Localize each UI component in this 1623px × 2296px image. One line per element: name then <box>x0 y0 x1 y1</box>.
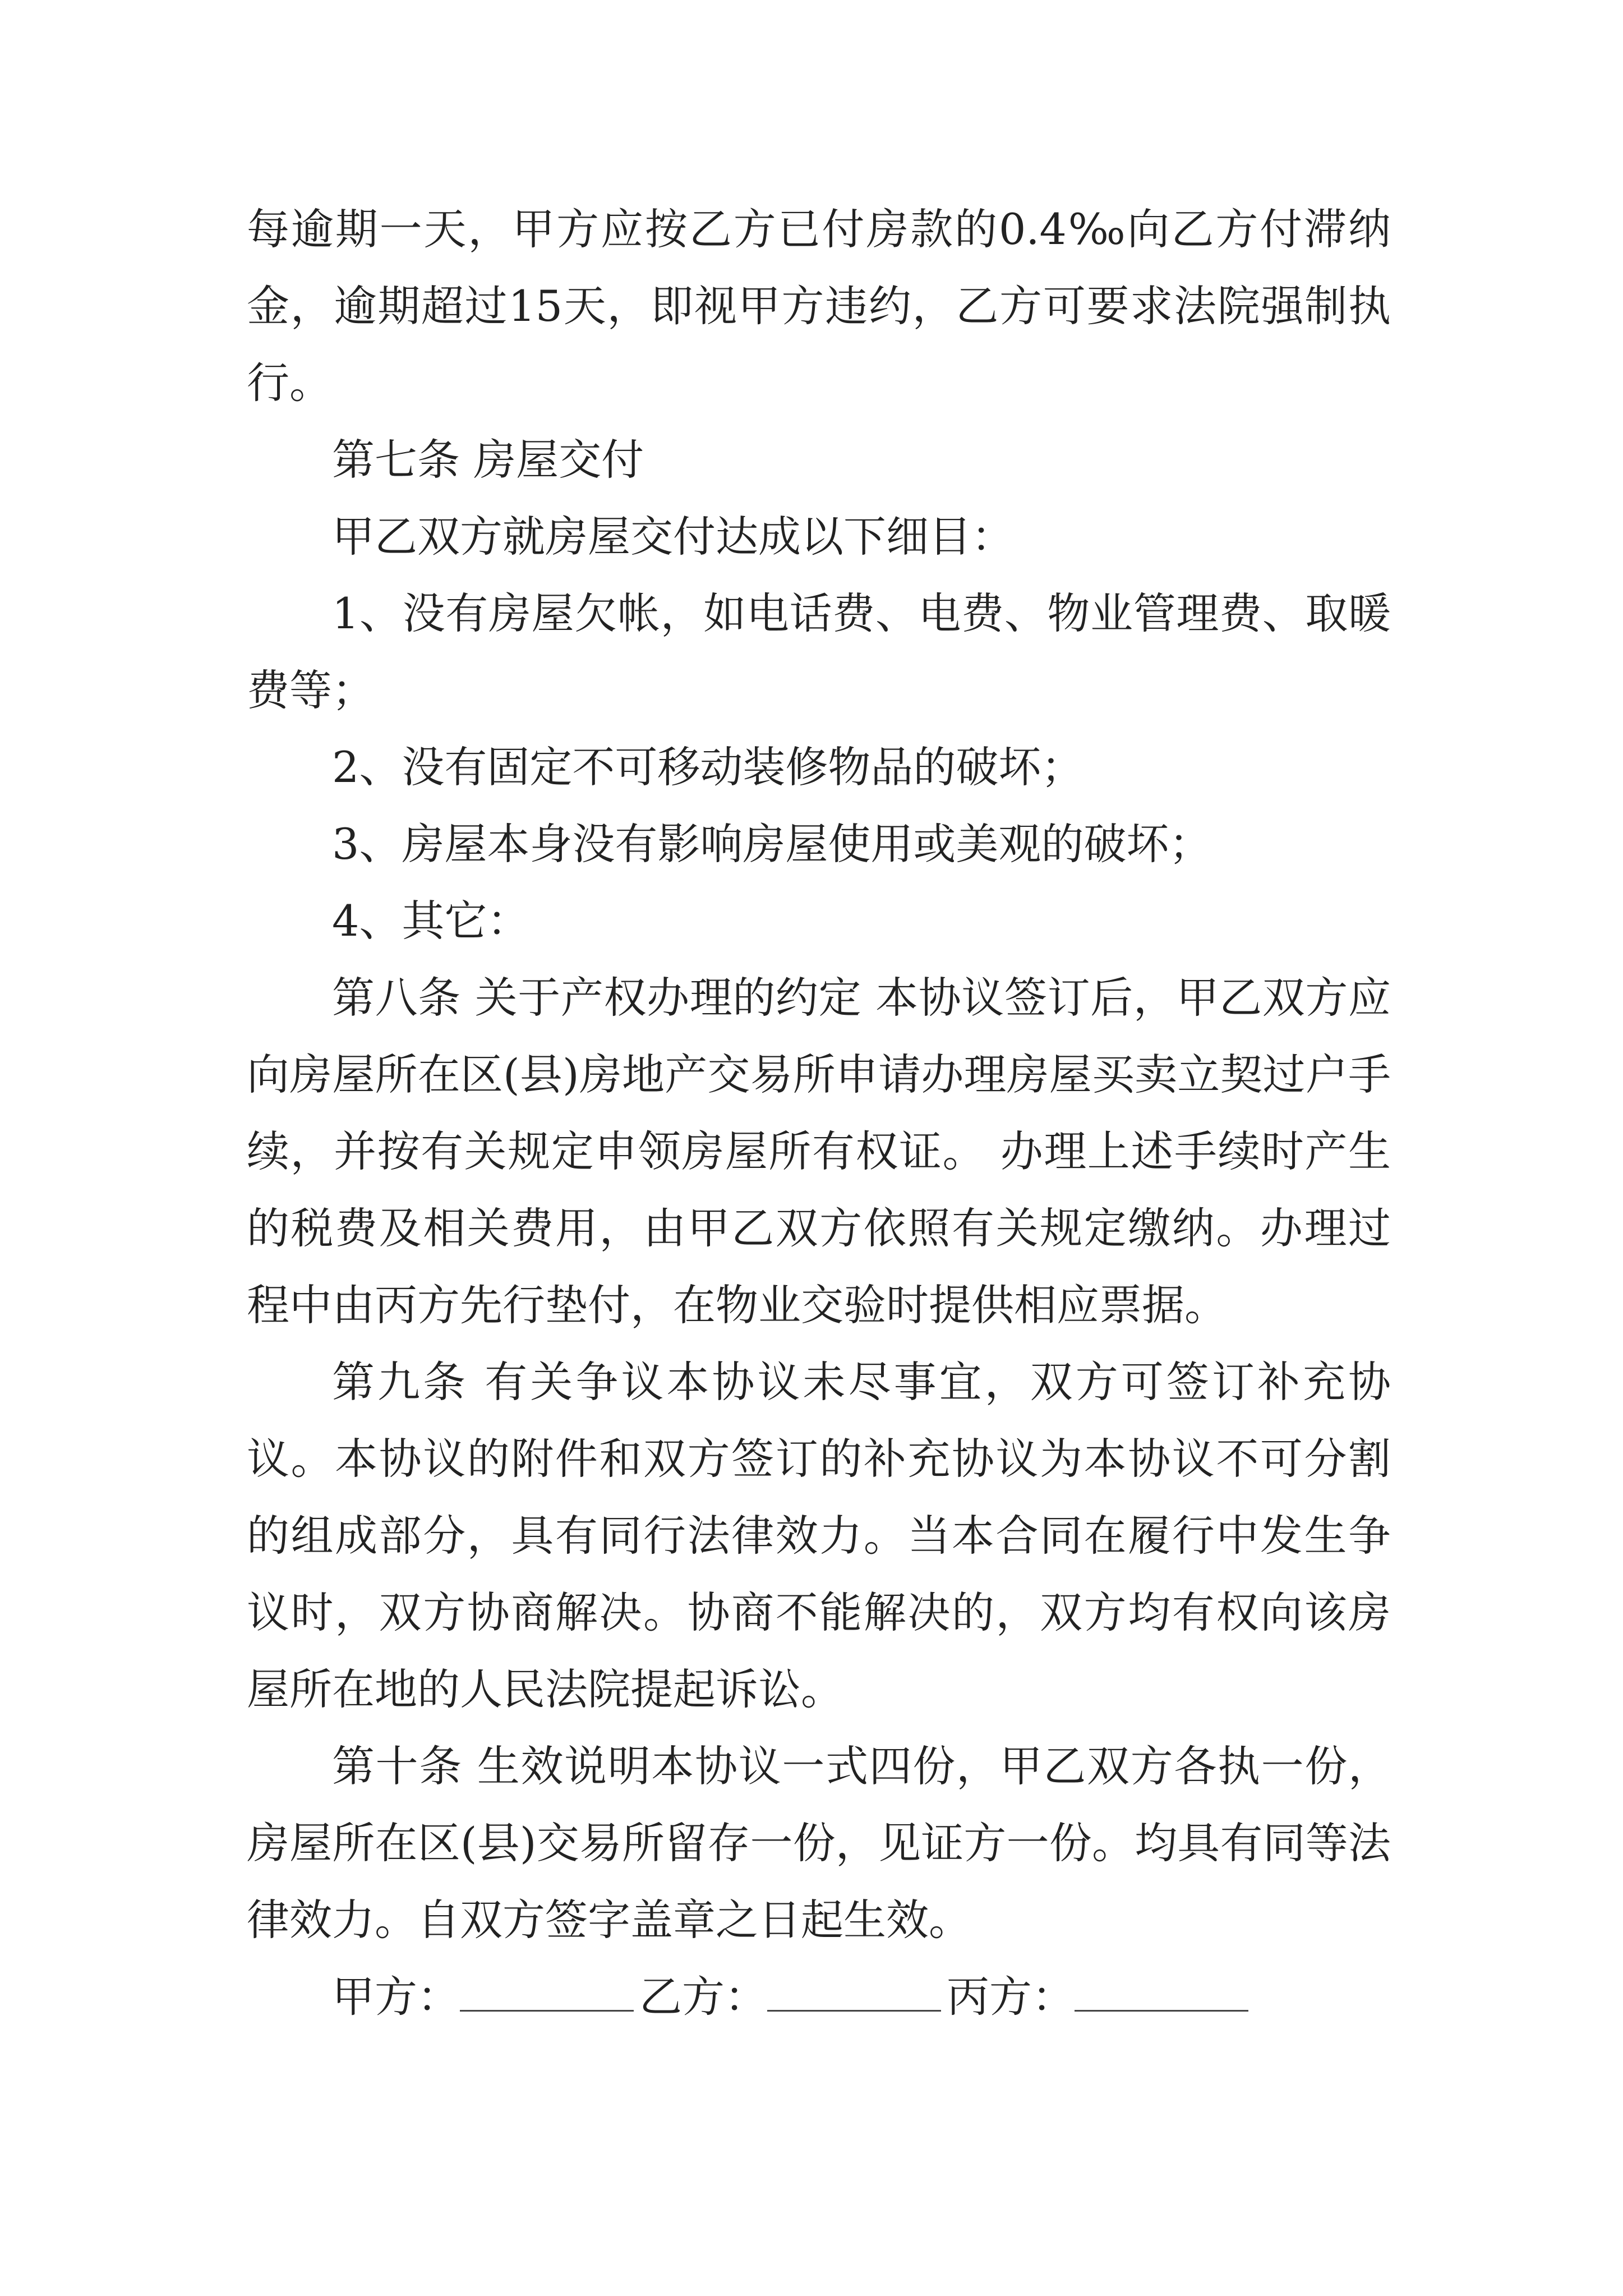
party-c-signature-line <box>1075 1976 1248 2012</box>
heading-article-7: 第七条 房屋交付 <box>332 435 644 485</box>
party-c-label: 丙方： <box>947 1972 1075 2022</box>
paragraph-article-10: 第十条 生效说明本协议一式四份，甲乙双方各执一份，房屋所在区(县)交易所留存一份，见证方一份。均具有同等法律效力。自双方签字盖章之日起生效。 <box>247 1741 1391 1945</box>
document-page <box>247 191 1391 2035</box>
paragraph-article-9: 第九条 有关争议本协议未尽事宜，双方可签订补充协议。本协议的附件和双方签订的补充协议为本协议不可分割的组成部分，具有同行法律效力。当本合同在履行中发生争议时，双方协商解决。协商不能解决的，双方均有权向该房屋所在地的人民法院提起诉讼。 <box>247 1357 1391 1714</box>
list-item-1: 1、没有房屋欠帐，如电话费、电费、物业管理费、取暖费等； <box>247 588 1391 715</box>
party-a-label: 甲方： <box>332 1972 460 2022</box>
list-item-3: 3、房屋本身没有影响房屋使用或美观的破坏； <box>332 819 1212 869</box>
signature-row <box>247 1958 1391 2035</box>
party-b-signature-line <box>767 1976 941 2012</box>
paragraph-late-payment: 每逾期一天，甲方应按乙方已付房款的0.4‰向乙方付滞纳金，逾期超过15天，即视甲方违约，乙方可要求法院强制执行。 <box>247 204 1391 408</box>
party-b-label: 乙方： <box>639 1972 767 2022</box>
party-a-signature-line <box>460 1976 634 2012</box>
paragraph-delivery-intro: 甲乙双方就房屋交付达成以下细目： <box>332 512 1014 562</box>
list-item-4: 4、其它： <box>332 896 530 946</box>
list-item-2: 2、没有固定不可移动装修物品的破坏； <box>332 742 1084 792</box>
paragraph-article-8: 第八条 关于产权办理的约定 本协议签订后，甲乙双方应向房屋所在区(县)房地产交易所申请办理房屋买卖立契过户手续，并按有关规定申领房屋所有权证。 办理上述手续时产生的税费及相关费用，由甲乙双方依照有关规定缴纳。办理过程中由丙方先行垫付，在物业交验时提供相应票据。 <box>247 973 1391 1330</box>
